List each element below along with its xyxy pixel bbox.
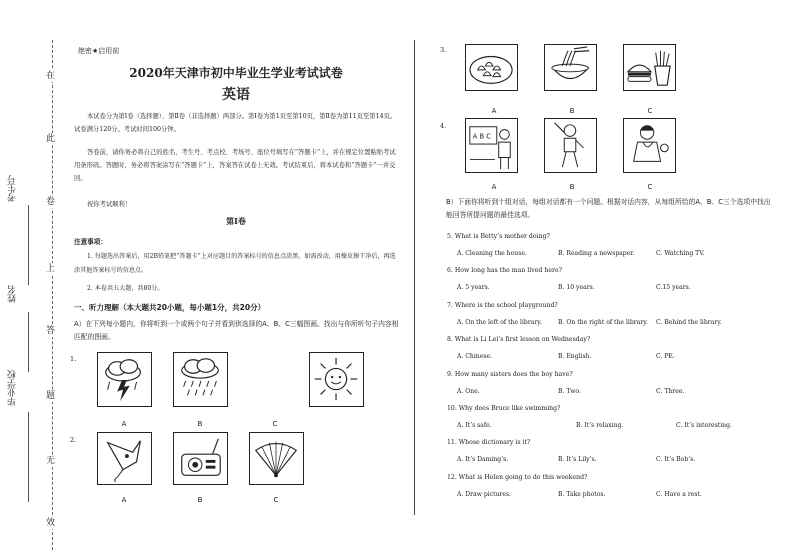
answer-option-c[interactable]: C. Watching TV. xyxy=(656,250,705,257)
left-column xyxy=(66,0,406,560)
option-picture-b[interactable] xyxy=(173,352,228,407)
option-picture-a[interactable] xyxy=(97,432,152,485)
option-label: B xyxy=(197,420,203,428)
option-label: C xyxy=(647,107,653,115)
question-text: 11. Whose dictionary is it? xyxy=(447,439,531,447)
option-picture-a[interactable] xyxy=(465,118,518,173)
option-label: B xyxy=(569,183,575,191)
answer-option-b[interactable]: B. Take photos. xyxy=(558,490,606,498)
kite-icon xyxy=(98,433,151,484)
question-number: 4. xyxy=(440,122,447,130)
subject-title: 英语 xyxy=(222,87,250,103)
answer-option-a[interactable]: A. 5 years. xyxy=(457,284,490,292)
question-text: 7. Where is the school playground? xyxy=(447,301,558,309)
answer-option-c[interactable]: C. Three. xyxy=(656,387,685,395)
option-picture-a[interactable] xyxy=(465,44,518,91)
noodles-icon xyxy=(545,45,596,90)
svg-text:A B C: A B C xyxy=(472,132,491,141)
part1-instruction-b: B）下面你将听到十组对话，每组对话都有一个问题。根据对话内容，从每组所给的A、B、C三个选项中找出能回答所提问题的最佳选项。 xyxy=(446,198,771,219)
field-line xyxy=(28,312,29,372)
part1-instruction-a: A）在下列每小题内，你将听到一个或两个句子并看到供选择的A、B、C三幅图画。找出与你所听句子内容相匹配的图画。 xyxy=(74,320,399,341)
note-item-1: 1. 每题选出答案后，用2B铅笔把“答题卡”上对应题目的答案标号的信息点涂黑。如需改动，用橡皮擦干净后，再选涂其他答案标号的信息点。 xyxy=(74,253,396,274)
answer-option-b[interactable]: B. Two. xyxy=(558,387,581,395)
option-picture-b[interactable] xyxy=(544,44,597,91)
option-label: B xyxy=(197,496,203,504)
answer-option-b[interactable]: B. English. xyxy=(558,353,592,361)
option-label: A xyxy=(121,496,127,504)
intro-paragraph-1: 本试卷分为第Ⅰ卷（选择题）、第Ⅱ卷（非选择题）两部分。第Ⅰ卷为第1页至第10页，第Ⅱ卷为第11页至第14页。试卷满分120分。考试时间100分钟。 xyxy=(74,113,397,133)
rain-cloud-icon xyxy=(174,353,227,406)
field-name: 姓名 xyxy=(8,285,18,303)
answer-option-a[interactable]: A. Cleaning the house. xyxy=(457,250,527,257)
option-label: B xyxy=(569,107,575,115)
fan-icon xyxy=(250,433,303,484)
binding-char: 卷 xyxy=(46,197,56,207)
field-candidate-number: 考生号 xyxy=(8,175,18,202)
swimmer-icon xyxy=(545,119,596,172)
option-label: A xyxy=(491,107,497,115)
option-picture-b[interactable] xyxy=(173,432,228,485)
option-picture-c[interactable] xyxy=(309,352,364,407)
exam-title: 2020年天津市初中毕业生学业考试试卷 xyxy=(129,66,343,80)
answer-option-c[interactable]: C.15 years. xyxy=(656,284,691,292)
binding-char: 上 xyxy=(46,264,56,274)
option-picture-c[interactable] xyxy=(623,44,676,91)
answer-option-a[interactable]: A. One. xyxy=(457,387,480,395)
answer-option-b[interactable]: B. 10 years. xyxy=(558,284,595,292)
thunderstorm-icon xyxy=(98,353,151,406)
answer-option-b[interactable]: B. It’s Lily’s. xyxy=(558,456,597,464)
question-text: 5. What is Betty’s mother doing? xyxy=(447,233,550,240)
answer-option-a[interactable]: A. It’s Daming’s. xyxy=(457,456,509,464)
question-text: 12. What is Helen going to do this weekend? xyxy=(447,473,588,481)
column-divider xyxy=(414,40,415,515)
answer-option-b[interactable]: B. Reading a newspaper. xyxy=(558,250,635,257)
dumplings-icon xyxy=(466,45,517,90)
binding-char: 效 xyxy=(46,518,56,528)
secret-label: 绝密★启用前 xyxy=(78,47,120,55)
option-label: C xyxy=(273,496,279,504)
answer-option-c[interactable]: C. PE. xyxy=(656,353,675,361)
question-text: 9. How many sisters does the boy have? xyxy=(447,370,573,378)
binding-char: 题 xyxy=(46,391,56,401)
answer-option-b[interactable]: B. It’s relaxing. xyxy=(576,422,624,429)
option-label: A xyxy=(121,420,127,428)
binding-char: 答 xyxy=(46,326,56,336)
question-text: 6. How long has the man lived here? xyxy=(447,267,562,275)
doctor-icon xyxy=(624,119,675,172)
note-item-2: 2. 本卷共五大题，共80分。 xyxy=(87,285,164,292)
sun-icon xyxy=(310,353,363,406)
answer-option-c[interactable]: C. It’s interesting. xyxy=(676,422,732,429)
answer-option-c[interactable]: C. Behind the library. xyxy=(656,318,722,326)
question-number: 3. xyxy=(440,46,447,54)
answer-option-a[interactable]: A. Draw pictures. xyxy=(457,490,512,498)
question-text: 8. What is Li Lei’s first lesson on Wednesday? xyxy=(447,336,591,344)
option-picture-c[interactable] xyxy=(249,432,304,485)
field-school: 毕业学校 xyxy=(8,370,18,406)
answer-option-c[interactable]: C. Have a rest. xyxy=(656,490,702,498)
binding-dashed-line xyxy=(52,40,53,550)
answer-option-b[interactable]: B. On the right of the library. xyxy=(558,318,648,326)
intro-wish: 祝你考试顺利！ xyxy=(87,201,132,208)
option-label: C xyxy=(272,420,278,428)
option-label: C xyxy=(647,183,653,191)
answer-option-c[interactable]: C. It’s Bob’s. xyxy=(656,456,696,464)
radio-icon xyxy=(174,433,227,484)
answer-option-a[interactable]: A. On the left of the library. xyxy=(457,318,542,326)
teacher-icon xyxy=(466,119,517,172)
binding-char: 此 xyxy=(46,134,56,144)
field-line xyxy=(28,205,29,285)
option-picture-a[interactable] xyxy=(97,352,152,407)
question-text: 10. Why does Bruce like swimming? xyxy=(447,405,561,412)
answer-option-a[interactable]: A. Chinese. xyxy=(457,353,493,361)
answer-option-a[interactable]: A. It’s safe. xyxy=(457,422,492,429)
option-label: A xyxy=(491,183,497,191)
notes-title: 注意事项： xyxy=(74,238,107,246)
section-title: 第Ⅰ卷 xyxy=(226,216,246,226)
binding-char: 在 xyxy=(46,71,56,81)
field-line xyxy=(28,412,29,502)
option-picture-c[interactable] xyxy=(623,118,676,173)
part1-title: 一、听力理解（本大题共20小题，每小题1分，共20分） xyxy=(74,303,266,312)
question-number: 1. xyxy=(70,355,77,363)
binding-margin xyxy=(0,0,66,560)
question-number: 2. xyxy=(70,436,77,444)
intro-paragraph-2: 答卷前，请你务必将自己的姓名、考生号、考点校、考场号、座位号填写在“答题卡”上，并在规定位置粘贴考试用条形码。答题时，务必将答案涂写在“答题卡”上，答案答在试卷上无效。考试结束后，将本试卷和“答题卡”一并交回。 xyxy=(74,149,396,182)
right-column xyxy=(420,0,780,560)
binding-char: 无 xyxy=(46,456,56,466)
option-picture-b[interactable] xyxy=(544,118,597,173)
burger-fries-icon xyxy=(624,45,675,90)
